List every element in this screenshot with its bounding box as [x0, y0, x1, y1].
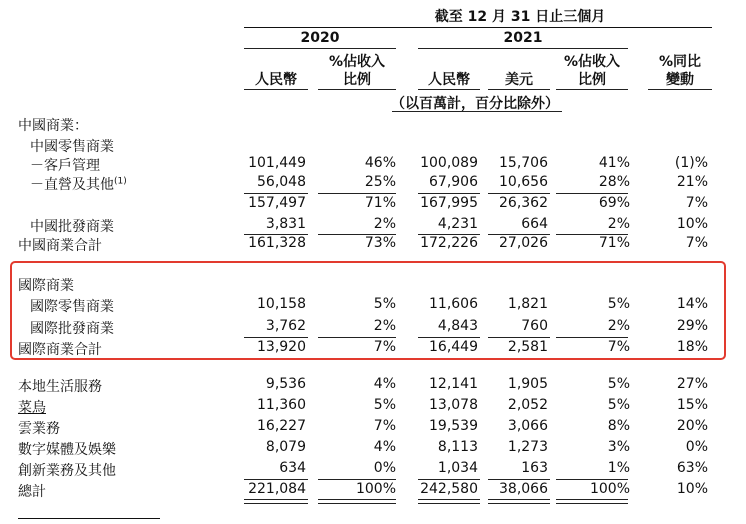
cell: 25%: [364, 174, 396, 190]
cell: 100,089: [420, 155, 478, 171]
divider: [648, 89, 712, 90]
cell: 69%: [598, 195, 630, 211]
col-pct-2021-line2: 比例: [578, 72, 606, 88]
cell: 16,227: [257, 418, 306, 434]
row-label-china-wholesale: 中國批發商業: [30, 219, 114, 235]
cell: 71%: [364, 195, 396, 211]
cell: 0%: [373, 460, 396, 476]
cell: 63%: [676, 460, 708, 476]
cell: 20%: [676, 418, 708, 434]
cell: 221,084: [248, 481, 306, 497]
cell: 10%: [676, 481, 708, 497]
divider: [244, 479, 308, 480]
row-label-local-services: 本地生活服務: [18, 379, 102, 395]
cell: 26,362: [499, 195, 548, 211]
cell: 2,581: [507, 339, 548, 355]
cell: 14%: [676, 296, 708, 312]
cell: 41%: [598, 155, 630, 171]
row-label-china-total: 中國商業合計: [18, 238, 102, 254]
cell: 664: [521, 216, 548, 232]
divider: [318, 479, 396, 480]
cell: 29%: [676, 318, 708, 334]
year-2020-header: 2020: [300, 30, 340, 46]
cell: 73%: [364, 235, 396, 251]
divider: [418, 479, 480, 480]
col-yoy-line1: %同比: [658, 54, 702, 70]
row-label-intl-retail: 國際零售商業: [30, 299, 114, 315]
divider: [244, 48, 396, 49]
cell: 8,079: [265, 439, 306, 455]
col-pct-2021-line1: %佔收入: [563, 54, 621, 70]
divider: [556, 193, 628, 194]
col-usd-2021: 美元: [505, 72, 533, 88]
cell: 4,843: [437, 318, 478, 334]
divider: [318, 337, 396, 338]
divider: [418, 193, 480, 194]
cell: 19,539: [429, 418, 478, 434]
row-label-total: 總計: [18, 484, 46, 500]
cell: 1,034: [437, 460, 478, 476]
divider: [318, 193, 396, 194]
cell: 172,226: [420, 235, 478, 251]
unit-note: （以百萬計，百分比除外）: [391, 96, 559, 112]
double-underline: [556, 499, 628, 504]
cell: 16,449: [429, 339, 478, 355]
cell: 10,158: [257, 296, 306, 312]
cell: 1,821: [507, 296, 548, 312]
cell: 13,078: [429, 397, 478, 413]
row-label-china-retail: 中國零售商業: [30, 139, 114, 155]
cell: 5%: [373, 296, 396, 312]
cell: 7%: [373, 418, 396, 434]
cell: 167,995: [420, 195, 478, 211]
divider: [488, 193, 550, 194]
cell: 242,580: [420, 481, 478, 497]
cell: 8,113: [437, 439, 478, 455]
cell: 101,449: [248, 155, 306, 171]
divider: [556, 89, 628, 90]
divider: [488, 89, 550, 90]
cell: 10,656: [499, 174, 548, 190]
cell: 8%: [607, 418, 630, 434]
cell: 67,906: [429, 174, 478, 190]
cell: 1%: [607, 460, 630, 476]
divider: [244, 89, 308, 90]
cell: 71%: [598, 235, 630, 251]
divider: [488, 479, 550, 480]
cell: 5%: [373, 397, 396, 413]
divider: [556, 337, 628, 338]
footnote-separator: [18, 518, 160, 519]
cell: 7%: [685, 235, 708, 251]
cell: 100%: [589, 481, 630, 497]
cell: 7%: [373, 339, 396, 355]
cell: 38,066: [499, 481, 548, 497]
divider: [418, 89, 480, 90]
cell: 7%: [685, 195, 708, 211]
cell: 5%: [607, 376, 630, 392]
cell: 3,066: [507, 418, 548, 434]
cell: 5%: [607, 397, 630, 413]
row-label-direct-sales: －直營及其他$^{(1)}$: [30, 176, 127, 193]
cell: 2%: [373, 318, 396, 334]
cell: 15%: [676, 397, 708, 413]
cell: 56,048: [257, 174, 306, 190]
cell: 1,273: [507, 439, 548, 455]
cell: 21%: [676, 174, 708, 190]
cell: 163: [521, 460, 548, 476]
divider: [418, 48, 628, 49]
cell: 2%: [607, 216, 630, 232]
col-rmb-2020: 人民幣: [255, 72, 297, 88]
divider: [418, 337, 480, 338]
row-label-intl-wholesale: 國際批發商業: [30, 321, 114, 337]
cell: 27,026: [499, 235, 548, 251]
row-label-cainiao: 菜鳥: [18, 400, 46, 416]
divider: [244, 27, 712, 28]
cell: 4%: [373, 376, 396, 392]
cell: 2,052: [507, 397, 548, 413]
period-header: 截至 12 月 31 日止三個月: [434, 9, 606, 25]
row-label-innovation: 創新業務及其他: [18, 463, 116, 479]
cell: 157,497: [248, 195, 306, 211]
cell: 7%: [607, 339, 630, 355]
cell: 27%: [676, 376, 708, 392]
col-pct-2020-line2: 比例: [343, 72, 371, 88]
cell: 12,141: [429, 376, 478, 392]
cell: 100%: [355, 481, 396, 497]
col-yoy-line2: 變動: [666, 72, 694, 88]
cell: 11,606: [429, 296, 478, 312]
cell: (1)%: [674, 155, 708, 171]
row-label-cloud: 雲業務: [18, 421, 60, 437]
divider: [392, 111, 562, 112]
cell: 11,360: [257, 397, 306, 413]
cell: 634: [279, 460, 306, 476]
cell: 9,536: [265, 376, 306, 392]
divider: [556, 479, 628, 480]
year-2021-header: 2021: [503, 30, 543, 46]
double-underline: [244, 499, 308, 504]
col-pct-2020-line1: %佔收入: [328, 54, 386, 70]
divider: [318, 89, 396, 90]
cell: 760: [521, 318, 548, 334]
row-label-china-commerce: 中國商業：: [18, 118, 88, 134]
cell: 18%: [676, 339, 708, 355]
divider: [244, 337, 308, 338]
cell: 28%: [598, 174, 630, 190]
row-label-intl-total: 國際商業合計: [18, 342, 102, 358]
cell: 0%: [685, 439, 708, 455]
cell: 3%: [607, 439, 630, 455]
cell: 13,920: [257, 339, 306, 355]
col-rmb-2021: 人民幣: [428, 72, 470, 88]
divider: [244, 193, 308, 194]
cell: 4,231: [437, 216, 478, 232]
cell: 15,706: [499, 155, 548, 171]
double-underline: [488, 499, 550, 504]
double-underline: [418, 499, 480, 504]
cell: 2%: [373, 216, 396, 232]
cell: 3,831: [265, 216, 306, 232]
row-label-customer-mgmt: －客戶管理: [30, 158, 100, 174]
cell: 4%: [373, 439, 396, 455]
cell: 5%: [607, 296, 630, 312]
cell: 2%: [607, 318, 630, 334]
cell: 161,328: [248, 235, 306, 251]
cell: 3,762: [265, 318, 306, 334]
row-label-digital-media: 數字媒體及娛樂: [18, 442, 116, 458]
row-label-intl-commerce: 國際商業: [18, 278, 74, 294]
cell: 46%: [364, 155, 396, 171]
divider: [488, 337, 550, 338]
cell: 1,905: [507, 376, 548, 392]
double-underline: [318, 499, 396, 504]
cell: 10%: [676, 216, 708, 232]
